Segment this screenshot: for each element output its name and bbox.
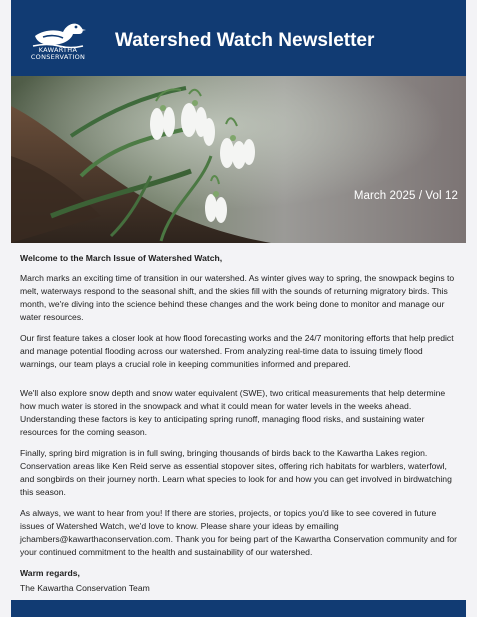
logo-wordmark bbox=[27, 47, 89, 61]
paragraph-contact: As always, we want to hear from you! If there are stories, projects, or topics you'd like to see covered in future issues of Watershed Watch, we'd love to know. Please share your ideas by emailing jchambers@kawarthaconservation.com. Thank you for being part of the Kawartha Conservation community and for your continued commitment to the health and sustainability of our watershed. bbox=[20, 508, 458, 557]
newsletter-title: Watershed Watch Newsletter bbox=[115, 30, 375, 51]
logo-text-conservation: CONSERVATION bbox=[30, 53, 86, 61]
paragraph-bird-migration: Finally, spring bird migration is in full swing, bringing thousands of birds back to the Kawartha Lakes region. Conservation areas like Ken Reid serve as essential stopover sites, offering rich habitats for warblers, waterfowl, and songbirds on their journey north. Learn what species to look for and how you can get involved in birdwatching this season. bbox=[20, 448, 452, 497]
paragraph-intro: March marks an exciting time of transition in our watershed. As winter gives way to spring, the snowpack begins to melt, waterways respond to the seasonal shift, and the skies fill with the sounds of returning migratory birds. This month, we're diving into the science behind these changes and the work being done to monitor and manage our water resources. bbox=[20, 273, 455, 322]
paragraph-flood-forecasting: Our first feature takes a closer look at how flood forecasting works and the 24/7 monitoring efforts that help predict and manage potential flooding across our watershed. From analyzing real-time data to issuing timely flood warnings, our team plays a crucial role in keeping communities informed and prepared. bbox=[20, 333, 454, 369]
signoff: Warm regards, bbox=[20, 568, 80, 578]
newsletter-body bbox=[20, 252, 460, 595]
greeting: Welcome to the March Issue of Watershed Watch, bbox=[20, 253, 223, 263]
newsletter-footer bbox=[11, 600, 466, 617]
snowdrop-photo bbox=[11, 76, 466, 243]
signature: The Kawartha Conservation Team bbox=[20, 583, 150, 593]
logo-text-kawartha: KAWARTHA bbox=[38, 46, 78, 54]
paragraph-snow-depth: We'll also explore snow depth and snow water equivalent (SWE), two critical measurements that help determine how much water is stored in the snowpack and what it could mean for water levels in the weeks ahead. Understanding these factors is key to anticipating spring runoff, managing flood risks, and sustaining water resources for the coming season. bbox=[20, 388, 446, 437]
hero-image bbox=[11, 76, 466, 243]
issue-date-label: March 2025 / Vol 12 bbox=[353, 190, 458, 202]
newsletter-header bbox=[11, 0, 466, 76]
